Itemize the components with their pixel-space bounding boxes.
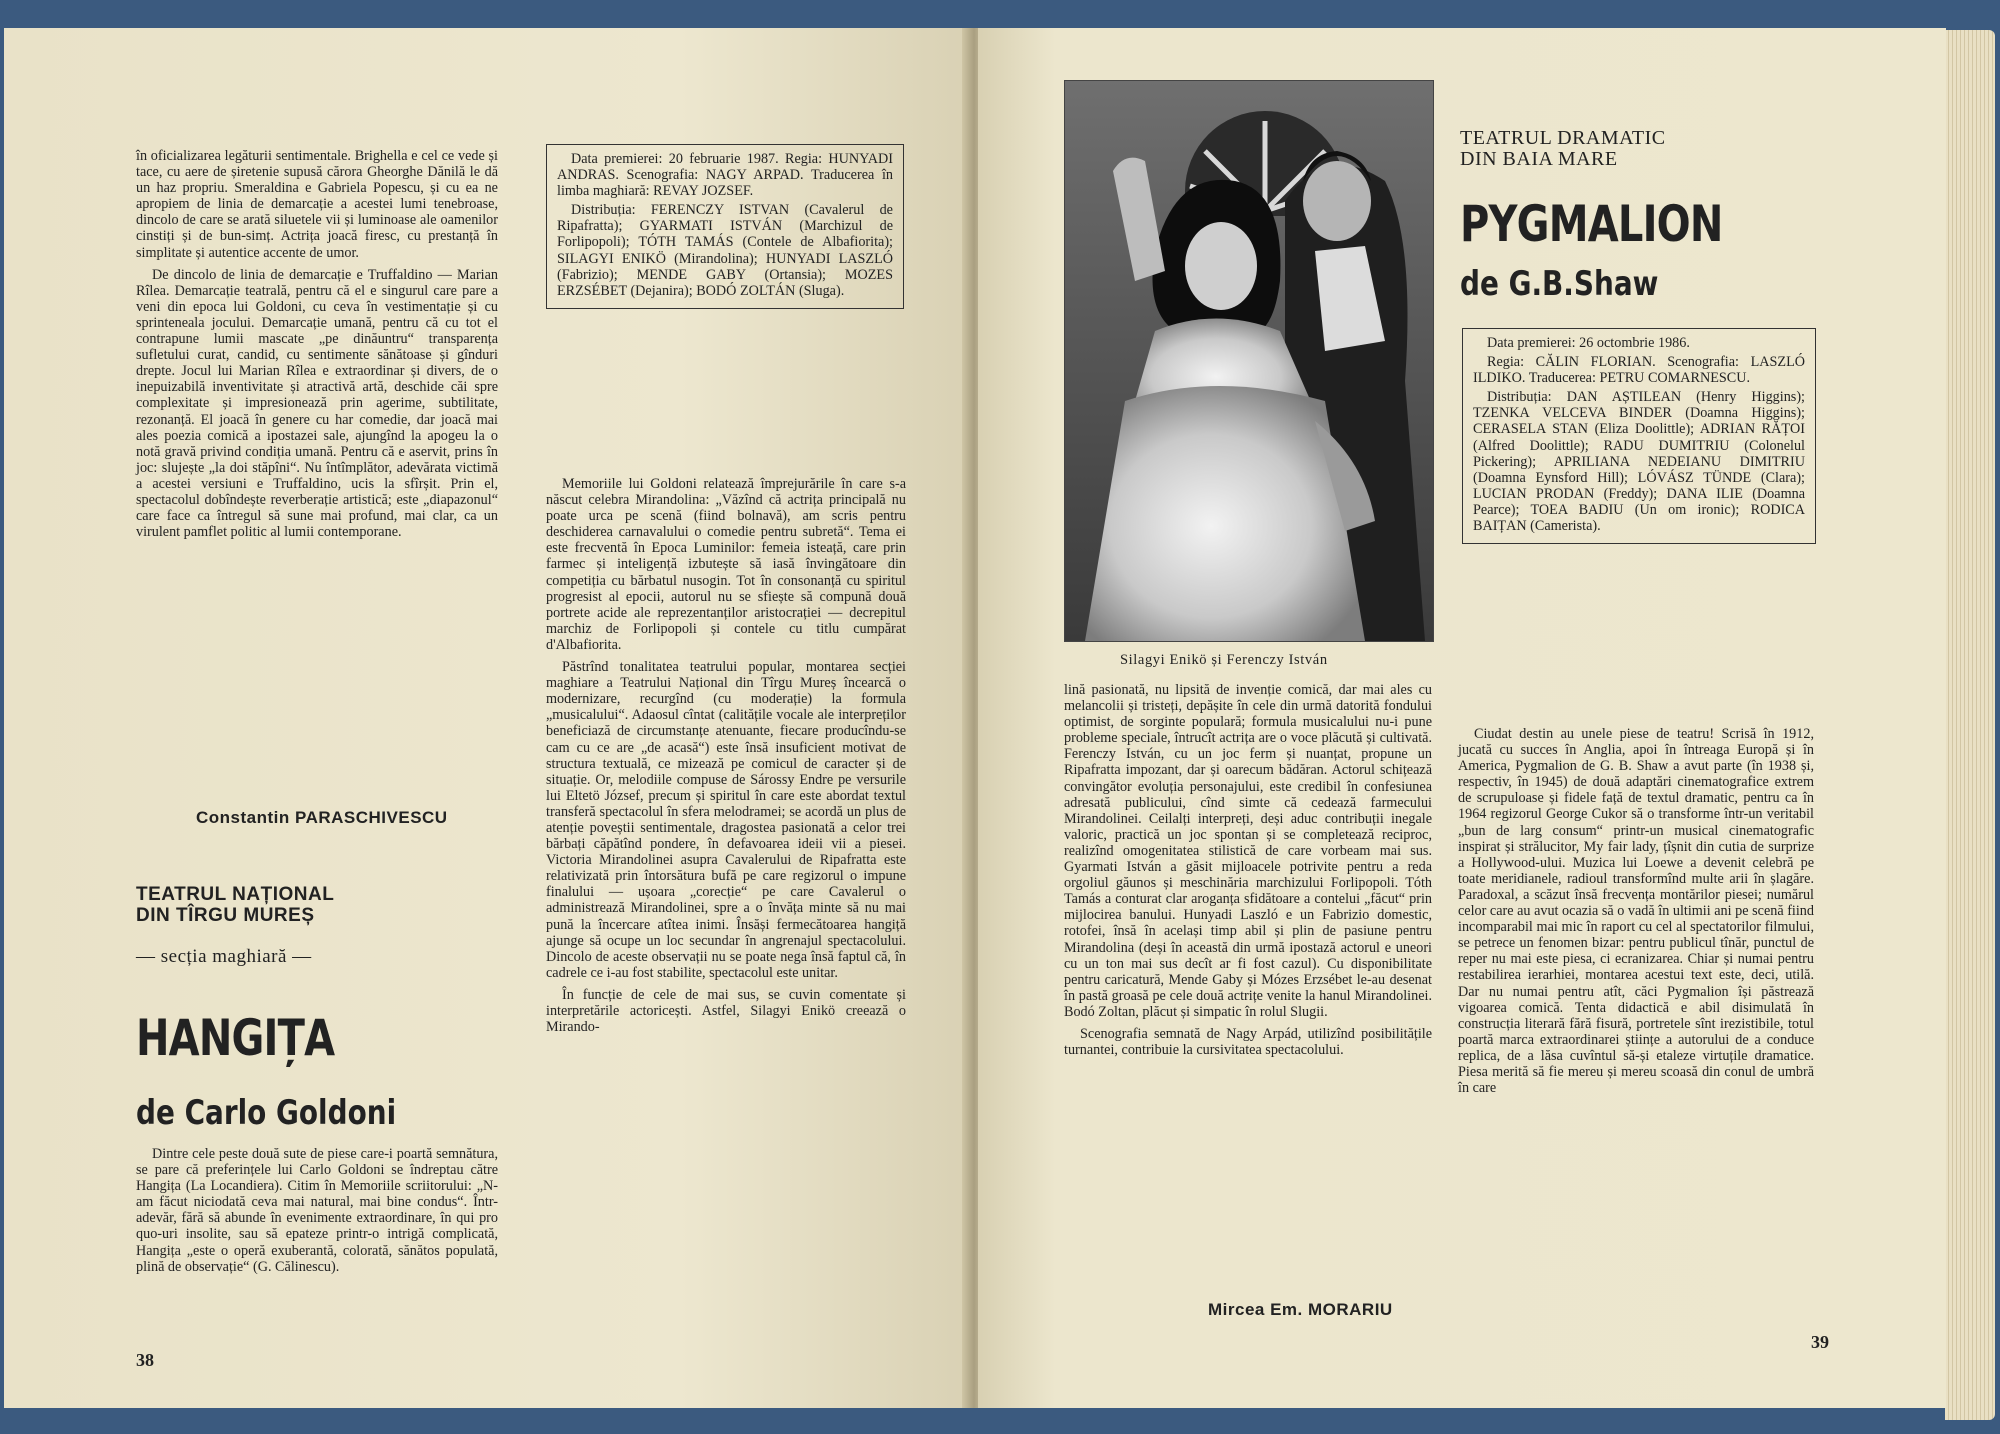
paragraph: De dincolo de linia de demarcație e Truffaldino — Marian Rîlea. Demarcație teatrală, pentru că el e singurul care pare a veni din epoca lui Goldoni, cu ceva în vestimentație și cu sprinteneala jocului. Demarcație umană, pentru că cu tot el contrapune lumii mascate „pe dinăuntru“ transparența sufletului curat, candid, cu sentimente sănătoase și gînduri drepte. Jocul lui Marian Rîlea e extraordinar și divers, de o inepuizabilă inventivitate și atractivă artă, deschide căi spre complexitate și impresionează prin agerime, subtilitate, rezonanță. El joacă în genere cu har comedie, dar joacă mai ales poezia comică a ipostazei sale, ajungînd la apogeu la o notă gravă privind condiția umană. Pentru că e aservit, prins în joc: slujește „la doi stăpîni“. Nu întîmplător, adevărata victimă a acestei versiuni e Truffaldino, ucis la sfîrșit. Prin el, spectacolul dobîndește reverberație artistică; este „diapazonul“ care face ca întregul să sune mai profund, mai clar, ca un virulent pamflet politic al lumii contemporane. xyxy=(136,266,498,541)
play-title-pygmalion: PYGMALION xyxy=(1460,195,1723,253)
paragraph: Scenografia semnată de Nagy Arpád, utilizînd posibilitățile turnantei, contribuie la cursivitatea spectacolului. xyxy=(1064,1025,1432,1059)
left-column-1-bottom xyxy=(136,1146,498,1281)
credits-box-hangita xyxy=(546,144,904,309)
right-column-3 xyxy=(1064,682,1432,1064)
credits-box-pygmalion xyxy=(1462,328,1816,544)
credits-premiere: Data premierei: 26 octombrie 1986. xyxy=(1487,335,1690,351)
left-column-1 xyxy=(136,148,498,546)
credits-cast: Distribuția: FERENCZY ISTVAN (Cavalerul de Ripafratta); GYARMATI ISTVÁN (Marchizul de Forlipopoli); TÓTH TAMÁS (Contele de Albafiorita); SILAGYI ENIKÖ (Mirandolina); HUNYADI LASZLÓ (Fabrizio); MENDE GABY (Ortansia); MOZES ERZSÉBET (Dejanira); BODÓ ZOLTÁN (Sluga). xyxy=(557,202,893,299)
right-column-4 xyxy=(1458,726,1814,1102)
credits-staff: Regia: CĂLIN FLORIAN. Scenografia: LASZLÓ ILDIKO. Traducerea: PETRU COMARNESCU. xyxy=(1473,354,1805,387)
paragraph: Ciudat destin au unele piese de teatru! Scrisă în 1912, jucată cu succes în Anglia, apoi în întreaga Europă și în America, Pygmalion de G. B. Shaw a avut parte (în 1938 și, respectiv, în 1945) de două adaptări cinematografice extrem de scrupuloase și fidele față de textul dramatic, pentru ca în 1964 regizorul George Cukor să o transforme într-un veritabil „bun de larg consum“ printr-un musical cinematografic inspirat și strălucitor, My fair lady, țîșnit din cutia de surprize a Hollywood-ului. Muzica lui Loewe a devenit celebră pe toate meridianele, radioul transformînd multe arii în șlagăre. Paradoxal, a scăzut însă frecvența montărilor piesei; numărul celor care au avut ocazia să o vadă în ultimii ani pe scenă fiind incomparabil mai mic în raport cu cel al spectatorilor filmului, se petrece un fenomen bizar: pentru publicul tînăr, punctul de reper nu mai este piesa, ci ecranizarea. Chiar și numai pentru restabilirea ierarhiei, montarea acestui text este, deci, utilă. Dar nu numai pentru atît, căci Pygmalion își păstrează vigoarea comică. Tenta didactică e abil disimulată în construcția literară fără fisură, portretele sînt irezistibile, totul poartă marca extraordinarei științe a autorului de a conduce replica, de a lăsa cuvîntul să-și etaleze virtuțile dramatice. Piesa merită să fie mereu și mereu scoasă din conul de umbră în care xyxy=(1458,726,1814,1097)
photo-caption: Silagyi Enikö și Ferenczy István xyxy=(1120,652,1328,668)
left-page xyxy=(4,28,970,1408)
theatre-name-baia-mare: TEATRUL DRAMATIC DIN BAIA MARE xyxy=(1460,127,1666,170)
signature-morariu: Mircea Em. MORARIU xyxy=(1208,1300,1393,1319)
photo-illustration xyxy=(1065,81,1433,641)
page-number-right: 39 xyxy=(1811,1332,1829,1352)
theatre-name-tirgu-mures: TEATRUL NAȚIONAL DIN TÎRGU MUREȘ xyxy=(136,884,335,926)
production-photo xyxy=(1064,80,1434,642)
credits-premiere: Data premierei: 20 februarie 1987. Regia: HUNYADI ANDRAS. Scenografia: NAGY ARPAD. Traducerea în limba maghiară: REVAY JOZSEF. xyxy=(557,151,893,200)
paragraph: În funcție de cele de mai sus, se cuvin comentate și interpretările actoricești. Astfel, Silagyi Enikö creează o Mirando- xyxy=(546,986,906,1036)
book-page-edges xyxy=(1945,30,1995,1420)
play-author-goldoni: de Carlo Goldoni xyxy=(136,1093,397,1133)
signature-paraschivescu: Constantin PARASCHIVESCU xyxy=(196,808,448,827)
play-title-hangita: HANGIȚA xyxy=(136,1009,335,1067)
paragraph: lină pasionată, nu lipsită de invenție comică, dar mai ales cu melancolii și tristeți, depășite în cele din urmă datorită fondului optimist, de sorginte populară; formula musicalului nu-i pune probleme speciale, întrucît actrița are o voce plăcută și cultivată. Ferenczy István, cu un joc ferm și nuanțat, propune un Ripafratta impozant, dar și oarecum bădăran. Actorul schițează convingător evoluția personajului, este credibil în confesiunea adresată publicului, cînd simte că cedează farmecului Mirandolinei. Ceilalți interpreți, deși aduc contribuții inegale valoric, practică un joc spontan și se completează reciproc, realizînd omogenitatea stilistică de care vorbeam mai sus. Gyarmati István a găsit mijloacele potrivite pentru a reda orgoliul găunos și meschinăria marchizului Forlipopoli. Tóth Tamás a conturat clar aroganța sfidătoare a contelui „făcut“ prin mijlocirea banului. Hunyadi Laszló e un Fabrizio domestic, rotofei, însă în același timp abil și plin de pasiune pentru Mirandolina (deși în această din urmă ipostază actorul e uneori cu un ton mai sus decît ar fi fost cazul). Cu disponibilitate pentru caricatură, Mende Gaby și Mózes Erzsébet le-au desenat în pastă groasă pe cele două actrițe venite la hanul Mirandolinei. Bodó Zoltan, plăcut și simpatic în rolul Slugii. xyxy=(1064,682,1432,1020)
left-column-2 xyxy=(546,476,906,1041)
section-label: — secția maghiară — xyxy=(136,946,312,967)
play-author-shaw: de G.B.Shaw xyxy=(1460,264,1659,304)
paragraph: Dintre cele peste două sute de piese care-i poartă semnătura, se pare că preferințele lui Carlo Goldoni se îndreptau către Hangița (La Locandiera). Citim în Memoriile scriitorului: „N-am făcut niciodată ceva mai natural, mai bine condus“. Într-adevăr, fără să abunde în evenimente extraordinare, în qui pro quo-uri insolite, sau să epateze printr-o intrigă complicată, Hangița „este o operă exuberantă, colorată, sănătos populată, plină de observație“ (G. Călinescu). xyxy=(136,1146,498,1275)
credits-cast: Distribuția: DAN AȘTILEAN (Henry Higgins); TZENKA VELCEVA BINDER (Doamna Higgins); CERASELA STAN (Eliza Doolittle); ADRIAN RĂȚOI (Alfred Doolittle); RADU DUMITRIU (Colonelul Pickering); APRILIANA NEDEIANU DIMITRIU (Doamna Eynsford Hill); LÓVÁSZ TÜNDE (Clara); LUCIAN PRODAN (Freddy); DANA ILIE (Doamna Pearce); TOEA BADIU (Un om ironic); RODICA BAIȚAN (Camerista). xyxy=(1473,389,1805,535)
paragraph: în oficializarea legăturii sentimentale. Brighella e cel ce vede și tace, cu aere de șiretenie supusă cărora Gheorghe Dănilă le dă un haz propriu. Smeraldina e Gabriela Popescu, și cu ea ne apropiem de linia de demarcație a acestei lumi tenebroase, dincolo de care se arată siluetele vii și luminoase ale oamenilor cinstiți și de bun-simț. Actrița joacă firesc, cu prestanță în simplitate și autentice accente de umor. xyxy=(136,148,498,261)
paragraph: Păstrînd tonalitatea teatrului popular, montarea secției maghiare a Teatrului Național din Tîrgu Mureș încearcă o modernizare, recurgînd (cu moderație) la formula „musicalului“. Adaosul cîntat (calitățile vocale ale interpreților beneficiază de circumstanțe atenuante, fiecare producîndu-se cam cu ce are „de acasă“) este însă insuficient motivat de structura textuală, ce mizează pe comicul de caracter și de situație. Or, melodiile compuse de Sárossy Endre pe versurile lui Eltetö József, precum și spiritul în care este abordat textul transferă spectacolul în sfera melodramei; se acordă un plus de atenție poveștii sentimentale, dragostea pasionată a celor trei bărbați căpătînd pondere, în defavoarea ideii vii a piesei. Victoria Mirandolinei asupra Cavalerului de Ripafratta este relativizată prin întorsătura bufă pe care regizorul o impune finalului — ușoara „corecție“ pe care Cavalerul o administrează Mirandolinei, spre a o învăța minte să nu mai pună la încercare atîtea inimi. Însăși fermecătoarea hangiță ajunge să ocupe un loc secundar în angrenajul spectacolului. Dincolo de aceste observații nu se poate nega însă faptul că, în cadrele ce i-au fost stabilite, spectacolul este unitar. xyxy=(546,659,906,981)
paragraph: Memoriile lui Goldoni relatează împrejurările în care s-a născut celebra Mirandolina: „Văzînd că actrița principală nu poate urca pe scenă (fiind bolnavă), am scris pentru deschiderea carnavalului o comedie pentru subretă“. Tema ei este frecventă în Epoca Luminilor: femeia isteață, care prin farmec și inteligență izbutește să iasă învingătoare din competiția cu bărbatul nusogin. Tot în consonanță cu spiritul progresist al epocii, autorul nu se sfiește să compună două portrete acide ale reprezentanților aristocrației — decrepitul marchiz de Forlipopoli și contele cu titlu cumpărat d'Albafiorita. xyxy=(546,476,906,653)
page-number-left: 38 xyxy=(136,1350,154,1370)
